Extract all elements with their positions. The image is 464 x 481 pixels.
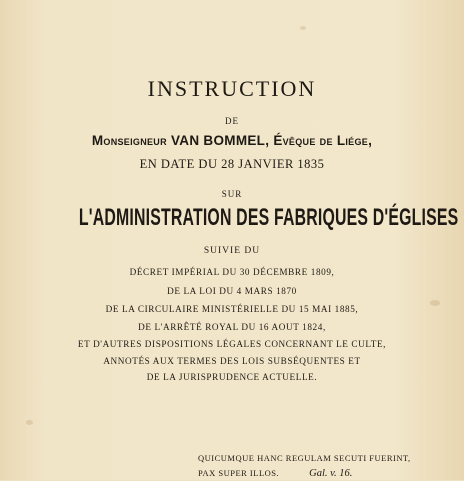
epigraph-line: QUICUMQUE HANC REGULAM SECUTI FUERINT, (198, 453, 411, 463)
paper-stain (26, 420, 33, 425)
author-name: VAN BOMMEL (170, 133, 266, 148)
epigraph (198, 451, 411, 481)
epigraph-reference: Gal. v. 16. (309, 468, 353, 479)
contents-line: DÉCRET IMPÉRIAL DU 30 DÉCEMBRE 1809, (129, 267, 335, 277)
author-suffix: , Évêque de Liége, (265, 133, 373, 148)
document-date: EN DATE DU 28 JANVIER 1835 (139, 157, 325, 171)
epigraph-line (198, 466, 411, 481)
author-line (0, 133, 464, 148)
author-prefix: Monseigneur (91, 133, 167, 148)
contents-line: ET D'AUTRES DISPOSITIONS LÉGALES CONCERNANT LE CULTE, (77, 339, 387, 349)
contents-line: ANNOTÉS AUX TERMES DES LOIS SUBSÉQUENTES ET (103, 356, 361, 366)
contents-line: DE L'ARRÊTÉ ROYAL DU 16 AOUT 1824, (138, 322, 326, 332)
contents-line: DE LA JURISPRUDENCE ACTUELLE. (146, 372, 318, 382)
document-title: INSTRUCTION (147, 76, 317, 101)
paper-stain (300, 26, 306, 30)
suivie-du: SUIVIE DU (203, 246, 261, 256)
preposition-sur: SUR (221, 189, 243, 199)
contents-line: DE LA LOI DU 4 MARS 1870 (167, 286, 297, 296)
epigraph-text: PAX SUPER ILLOS. (198, 468, 280, 478)
document-subject: L'ADMINISTRATION DES FABRIQUES D'ÉGLISES (78, 204, 459, 231)
contents-line: DE LA CIRCULAIRE MINISTÉRIELLE DU 15 MAI 1885, (105, 304, 359, 314)
preposition-de: DE (225, 116, 239, 126)
